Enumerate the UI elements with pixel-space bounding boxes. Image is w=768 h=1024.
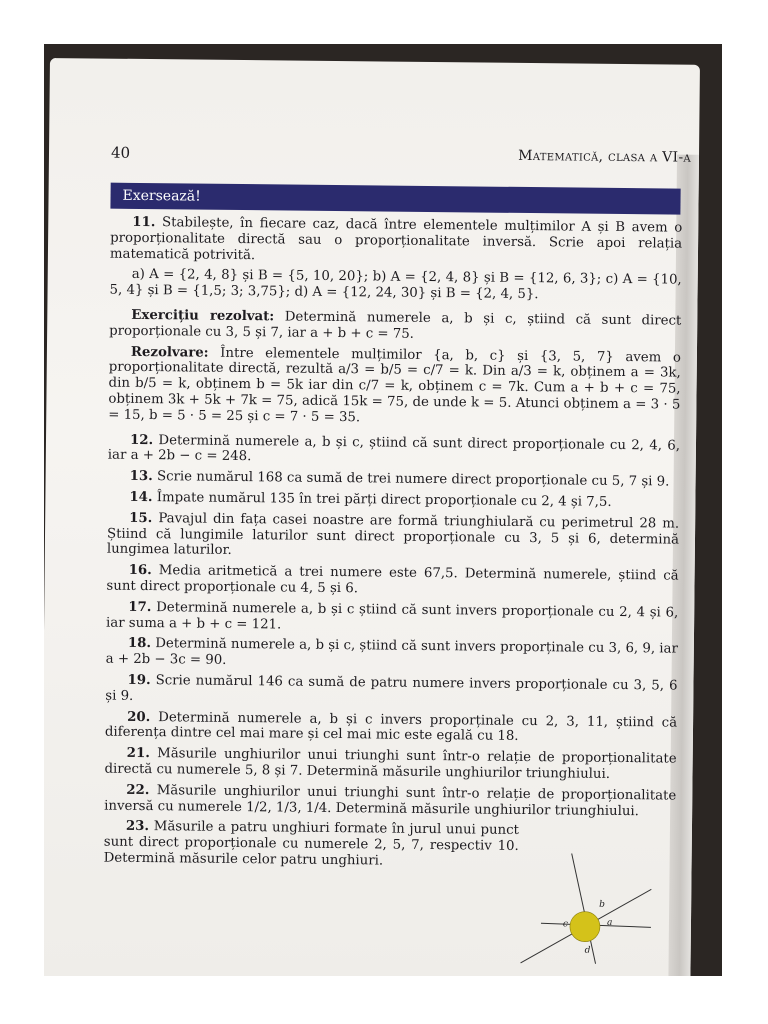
angle-label-b: b [599,899,605,910]
exercise-number: 18. [127,636,152,652]
exercise-11-cases: a) A = {2, 4, 8} și B = {5, 10, 20}; b) A = {2, 4, 8} și B = {12, 6, 3}; c) A = {10, 5, 4} și B = {1,5; 3; 3,75}; d) A = {12, 24, 30} și B = {2, 4, 5}. [109,267,682,303]
exercise-text: Măsurile unghiurilor unui triunghi sunt într-o relație de proporționalitate inversă cu numerele 1/2, 1/3, 1/4. Determină măsurile unghiurilor triunghiului. [104,782,677,819]
exercise-text: Determină numerele a, b și c, știind că sunt invers proporținale cu 3, 6, 9, iar a + 2b − 3c = 90. [105,636,678,669]
page-header [111,144,691,174]
exercise-number: 13. [129,469,153,485]
solved-exercise [109,308,681,346]
exercise-number: 22. [126,782,150,798]
exercise-12 [108,432,680,470]
exercise-text: Măsurile unghiurilor unui triunghi sunt într-o relație de proporționalitate directă cu numerele 5, 8 și 7. Determină măsurile unghiurilor triunghiului. [104,746,677,782]
exercise-17 [106,599,678,637]
solved-statement: Determină numerele a, b și c, știind că sunt direct proporționale cu 3, 5 și 7, iar a + b + c = 75. [109,309,682,342]
exercise-21 [104,746,676,784]
exercise-number: 20. [127,709,151,725]
page-content [103,215,682,878]
angle-label-d: d [584,945,591,956]
exercise-13 [108,469,680,491]
exercise-16 [106,563,678,601]
exercise-text: Stabilește, în fiecare caz, dacă între elementele mulțimilor A și B avem o proporționalitate directă sau o proporționalitate inversă. Scrie apoi relația matematică potrivită. [109,215,683,263]
exercise-number: 16. [128,562,152,579]
exercise-text: Scrie numărul 168 ca sumă de trei numere direct proporționale cu 5, 7 și 9. [156,469,670,490]
solution [108,344,681,429]
angle-vertex-disc [570,911,600,941]
angle-label-c: c [562,919,569,930]
exercise-text: Măsurile a patru unghiuri formate în jurul unui punct sunt direct proporționale cu numerele 2, 5, 7, respectiv 10. Determină măsurile celor patru unghiuri. [103,819,520,869]
exercise-18 [106,636,678,674]
exercise-15 [107,510,679,563]
exercise-22 [104,782,676,820]
solved-label: Exercițiu rezolvat: [131,307,275,325]
line-2 [571,854,597,964]
exercise-number: 23. [125,819,150,835]
solution-text: Între elementele mulțimilor {a, b, c} și {3, 5, 7} avem o proporționalitate directă, rezultă a/3 = b/5 = c/7 = k. Din a/3 = k, obținem a = 3k, din b/5 = k, obținem b = 5k iar din c/7 = k, obținem c = 7k. Cum a + b + c = 75, obținem 3k + 5k + 7k = 75, adică 15k = 75, de unde k = 5. Atunci obținem a = 3 · 5 = 15, b = 5 · 5 = 25 și c = 7 · 5 = 35. [108,345,681,426]
exercise-banner: Exersează! [110,183,680,215]
exercise-14 [107,490,679,512]
exercise-text: Determină numerele a, b și c invers proporținale cu 2, 3, 11, știind că diferența dintre cel mai mare și cel mai mic este egală cu 18. [104,709,678,745]
exercise-text: Determină numerele a, b și c, știind că sunt direct proporționale cu 2, 4, 6, iar a + 2b − c = 248. [107,432,681,465]
angles-around-point-figure [510,848,661,970]
book-title: Matematică, clasa a VI-a [518,147,692,166]
exercise-number: 17. [128,599,152,615]
exercise-text: Împate numărul 135 în trei părți direct proporționale cu 2, 4 și 7,5. [156,490,612,510]
exercise-text: Media aritmetică a trei numere este 67,5. Determină numerele, știind că sunt direct proporționale cu 4, 5 și 6. [106,563,679,597]
exercise-number: 15. [129,510,153,526]
exercise-text: Determină numerele a, b și c știind că sunt invers proporționale cu 2, 4 și 6, iar suma a + b + c = 121. [106,599,679,632]
photo-frame [44,44,722,976]
exercise-19 [105,673,677,711]
exercise-text: Scrie numărul 146 ca sumă de patru numere invers proporționale cu 3, 5, 6 și 9. [105,673,678,704]
exercise-number: 21. [126,745,150,762]
solution-label: Rezolvare: [130,344,209,361]
angle-label-a: a [606,917,613,928]
exercise-number: 19. [127,672,151,689]
exercise-11 [110,215,682,268]
exercise-20 [105,709,677,747]
page-number: 40 [110,143,131,162]
textbook-page [44,58,700,976]
exercise-23 [104,819,519,871]
exercise-text: Pavajul din fața casei noastre are formă triunghiulară cu perimetrul 28 m. Știind că lungimile laturilor sunt direct proporționale cu 3, 5 și 6, determină lungimea laturilor. [106,510,680,559]
exercise-number: 14. [129,489,153,506]
exercise-number: 12. [129,432,154,448]
exercise-number: 11. [132,214,156,231]
